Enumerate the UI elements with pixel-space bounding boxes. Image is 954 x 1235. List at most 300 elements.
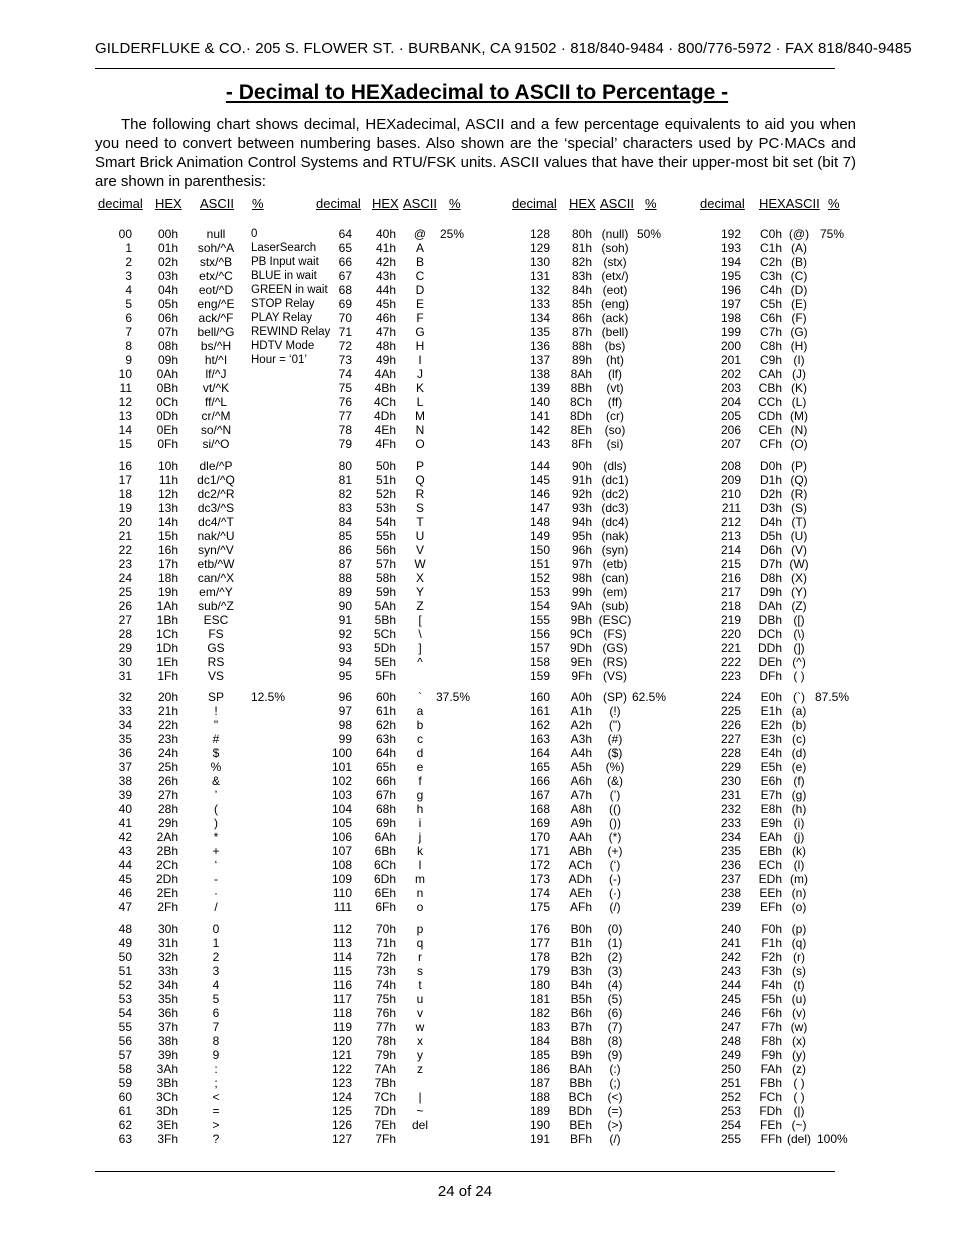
hex-cell: 78h [375,1033,396,1048]
decimal-cell: 241 [720,935,741,950]
decimal-cell: 82 [338,486,352,501]
comment-cell: GREEN in wait [251,284,328,296]
table-row [0,992,954,1006]
hex-cell: C5h [759,297,782,311]
decimal-cell: 22 [118,542,132,557]
ascii-cell: can/^X [197,570,235,585]
ascii-cell: o [416,900,424,914]
hex-cell: B5h [570,991,592,1006]
decimal-cell: 95 [338,668,352,683]
hex-cell: D5h [759,528,782,543]
hex-cell: 66h [375,774,396,788]
decimal-cell: 154 [529,598,550,613]
ascii-cell: R [415,486,425,501]
company-header: GILDERFLUKE & CO.· 205 S. FLOWER ST. · BURBANK, CA 91502 · 818/840-9484 · 800/776-5972 · FAX 818/840-9485 [95,40,912,57]
decimal-cell: 8 [125,339,132,353]
hex-cell: AEh [569,886,592,900]
ascii-cell: (L) [791,395,807,409]
ascii-cell: (g) [791,788,807,802]
decimal-cell: 20 [118,514,132,529]
hex-cell: 77h [375,1019,396,1034]
ascii-cell: / [214,900,218,914]
ascii-cell: ([) [793,612,805,627]
table-row [0,1118,954,1132]
hex-cell: C0h [759,227,782,241]
decimal-cell: 130 [529,255,550,269]
ascii-cell: Z [416,598,424,613]
ascii-cell: (8) [607,1033,623,1048]
decimal-cell: 140 [529,395,550,409]
decimal-cell: 143 [529,437,550,451]
ascii-cell: (t) [793,977,805,992]
decimal-cell: 24 [118,570,132,585]
hex-cell: FDh [759,1103,782,1118]
decimal-cell: 32 [118,690,132,704]
hex-cell: CFh [759,437,782,451]
hex-cell: 7Dh [373,1103,396,1118]
hex-cell: F5h [761,991,782,1006]
hex-cell: 54h [375,514,396,529]
hex-cell: B0h [570,921,592,936]
hex-cell: 46h [375,311,396,325]
ascii-cell: soh/^A [197,241,235,255]
decimal-cell: 83 [338,500,352,515]
decimal-cell: 47 [118,900,132,914]
hex-cell: 14h [157,514,178,529]
ascii-cell: (D) [790,283,808,297]
decimal-cell: 160 [529,690,550,704]
hex-cell: F6h [761,1005,782,1020]
ascii-cell: (O) [790,437,808,451]
hex-cell: 18h [157,570,178,585]
ascii-cell: VS [207,668,224,683]
intro-paragraph: The following chart shows decimal, HEXadecimal, ASCII and a few percentage equivalents to aid you when you need to convert between numbering bases. Also shown are the ‘special’ characters used by PC·MACs and Smart Brick Animation Control Systems and RTU/FSK units. ASCII values that have their upper-most bit set (bit 7) are shown in parenthesis: [95,116,856,190]
comment-cell: 0 [251,228,258,240]
decimal-cell: 173 [529,872,550,886]
hex-cell: E2h [760,718,782,732]
decimal-cell: 114 [332,949,352,964]
decimal-cell: 188 [529,1089,550,1104]
hex-cell: BAh [569,1061,592,1076]
decimal-cell: 64 [338,227,352,241]
ascii-cell: (bs) [604,339,626,353]
decimal-cell: 228 [720,746,741,760]
ascii-cell: bs/^H [200,339,232,353]
ascii-cell: 6 [212,1005,220,1020]
hex-cell: 28h [157,802,178,816]
percent-cell: 25% [440,227,465,241]
decimal-cell: 40 [118,802,132,816]
decimal-cell: 92 [338,626,352,641]
hex-cell: 02h [157,255,178,269]
decimal-cell: 159 [529,668,550,683]
table-row [0,641,954,655]
hex-cell: 22h [157,718,178,732]
hex-cell: 4Fh [375,437,396,451]
hex-cell: 2Ah [156,830,178,844]
hex-cell: 00h [157,227,178,241]
ascii-cell: (p) [791,921,807,936]
decimal-cell: 117 [332,991,352,1006]
decimal-cell: 245 [720,991,741,1006]
ascii-cell: (vt) [606,381,624,395]
ascii-cell: (R) [790,486,808,501]
decimal-cell: 7 [125,325,132,339]
hex-cell: 94h [571,514,592,529]
ascii-cell: (m) [790,872,808,886]
percent-cell: 87.5% [815,690,850,704]
ascii-cell: [ [418,612,422,627]
hex-cell: B9h [570,1047,592,1062]
percent-cell: 37.5% [436,690,471,704]
decimal-cell: 204 [720,395,741,409]
ascii-cell: so/^N [200,423,232,437]
table-row [0,529,954,543]
hex-cell: 52h [375,486,396,501]
hex-cell: 05h [157,297,178,311]
decimal-cell: 16 [118,458,132,473]
ascii-cell: V [415,542,424,557]
decimal-cell: 48 [118,921,132,936]
ascii-cell: b [416,718,424,732]
hex-cell: EEh [759,886,782,900]
ascii-cell: (‘) [609,858,621,872]
hex-cell: 76h [375,1005,396,1020]
decimal-cell: 15 [118,437,132,451]
decimal-cell: 175 [529,900,550,914]
ascii-cell: ? [212,1131,220,1146]
header-percent-4: % [828,196,840,211]
hex-cell: 9Ch [569,626,592,641]
ascii-cell: r [418,949,422,964]
ascii-cell: null [206,227,226,241]
decimal-cell: 203 [720,381,741,395]
ascii-cell: (·) [609,886,621,900]
ascii-cell: (o) [791,900,807,914]
hex-cell: 4Eh [374,423,396,437]
ascii-cell: RS [207,654,225,669]
decimal-cell: 216 [720,570,741,585]
ascii-cell: (etx/) [601,269,629,283]
hex-cell: E6h [760,774,782,788]
decimal-cell: 198 [720,311,741,325]
decimal-cell: 49 [118,935,132,950]
decimal-cell: 200 [720,339,741,353]
ascii-cell: (#) [607,732,623,746]
hex-cell: 1Ah [156,598,178,613]
hex-cell: 1Fh [157,668,178,683]
decimal-cell: 242 [720,949,741,964]
header-ascii-3: ASCII [600,196,634,211]
table-row [0,599,954,613]
table-row [0,543,954,557]
table-row [0,1034,954,1048]
hex-cell: E7h [760,788,782,802]
ascii-cell: etx/^C [199,269,233,283]
hex-cell: D6h [759,542,782,557]
decimal-cell: 135 [529,325,550,339]
hex-cell: A5h [570,760,592,774]
hex-cell: C7h [759,325,782,339]
decimal-cell: 151 [529,556,550,571]
decimal-cell: 66 [338,255,352,269]
hex-cell: 6Bh [374,844,396,858]
decimal-cell: 240 [720,921,741,936]
ascii-cell: a [416,704,424,718]
ascii-cell: (3) [607,963,623,978]
ascii-cell: (SP) [603,690,627,704]
ascii-cell: v [417,1005,423,1020]
decimal-cell: 103 [331,788,352,802]
table-row [0,844,954,858]
hex-cell: 62h [375,718,396,732]
hex-cell: 72h [375,949,396,964]
decimal-cell: 196 [720,283,741,297]
ascii-cell: (B) [791,255,807,269]
ascii-cell: (1) [607,935,623,950]
decimal-cell: 205 [720,409,741,423]
decimal-cell: 94 [338,654,352,669]
ascii-cell: A [415,241,424,255]
hex-cell: E4h [760,746,782,760]
ascii-cell: SP [207,690,224,704]
decimal-cell: 246 [720,1005,741,1020]
hex-cell: 7Ah [374,1061,396,1076]
table-row [0,1062,954,1076]
decimal-cell: 50 [118,949,132,964]
hex-cell: 50h [375,458,396,473]
decimal-cell: 174 [529,886,550,900]
ascii-cell: FS [208,626,224,641]
ascii-cell: (!) [609,704,621,718]
ascii-cell: (a) [791,704,807,718]
decimal-cell: 222 [720,654,741,669]
hex-cell: 84h [571,283,592,297]
ascii-cell: (4) [607,977,623,992]
ascii-cell: eng/^E [197,297,235,311]
hex-cell: BEh [569,1117,592,1132]
ascii-cell: O [415,437,425,451]
decimal-cell: 254 [720,1117,741,1132]
decimal-cell: 38 [118,774,132,788]
table-row [0,311,954,325]
decimal-cell: 129 [529,241,550,255]
decimal-cell: 142 [529,423,550,437]
hex-cell: 89h [571,353,592,367]
decimal-cell: 54 [118,1005,132,1020]
ascii-cell: k [417,844,423,858]
ascii-cell: (-) [609,872,621,886]
hex-cell: 93h [571,500,592,515]
hex-cell: AFh [569,900,592,914]
hex-cell: 0Bh [156,381,178,395]
header-hex-2: HEX [372,196,399,211]
hex-cell: 9Eh [570,654,592,669]
hex-cell: 5Dh [373,640,396,655]
ascii-cell: (K) [791,381,807,395]
hex-cell: 80h [571,227,592,241]
decimal-cell: 210 [720,486,741,501]
decimal-cell: 19 [118,500,132,515]
hex-cell: DCh [757,626,782,641]
ascii-cell: n [416,886,424,900]
ascii-cell: T [416,514,424,529]
decimal-cell: 247 [720,1019,741,1034]
ascii-cell: D [415,283,425,297]
decimal-cell: 213 [720,528,741,543]
hex-cell: 03h [157,269,178,283]
hex-cell: 29h [157,816,178,830]
decimal-cell: 100 [331,746,352,760]
table-row [0,978,954,992]
hex-cell: 63h [375,732,396,746]
ascii-cell: Y [415,584,424,599]
decimal-cell: 60 [118,1089,132,1104]
table-row [0,655,954,669]
decimal-cell: 41 [118,816,132,830]
ascii-cell: (") [608,718,622,732]
decimal-cell: 184 [529,1033,550,1048]
ascii-cell: (sub) [601,598,629,613]
hex-cell: 09h [157,353,178,367]
decimal-cell: 86 [338,542,352,557]
hex-cell: A9h [570,816,592,830]
hex-cell: A2h [570,718,592,732]
hex-cell: D7h [759,556,782,571]
decimal-cell: 115 [332,963,352,978]
ascii-cell: (Q) [790,472,808,487]
table-row [0,339,954,353]
table-row [0,487,954,501]
decimal-cell: 219 [720,612,741,627]
decimal-cell: 251 [720,1075,741,1090]
ascii-cell: (ht) [606,353,624,367]
hex-cell: C8h [759,339,782,353]
ascii-cell: (V) [791,542,807,557]
decimal-cell: 209 [720,472,741,487]
ascii-cell: (<) [607,1089,623,1104]
ascii-cell: d [416,746,424,760]
hex-cell: 3Ah [156,1061,178,1076]
ascii-cell: (nak) [601,528,629,543]
hex-cell: DAh [758,598,782,613]
ascii-cell: nak/^U [197,528,235,543]
ascii-cell: (>) [607,1117,623,1132]
decimal-cell: 157 [529,640,550,655]
ascii-cell: c [417,732,423,746]
decimal-cell: 172 [529,858,550,872]
hex-cell: 0Ah [156,367,178,381]
decimal-cell: 223 [720,668,741,683]
table-row [0,816,954,830]
ascii-cell: (RS) [602,654,628,669]
decimal-cell: 36 [118,746,132,760]
ascii-cell: syn/^V [198,542,234,557]
hex-cell: 32h [157,949,178,964]
hex-cell: 3Eh [156,1117,178,1132]
hex-cell: EBh [759,844,782,858]
hex-cell: F2h [761,949,782,964]
ascii-cell: (M) [790,409,808,423]
hex-cell: 6Dh [373,872,396,886]
ascii-cell: (T) [791,514,807,529]
hex-cell: E8h [760,802,782,816]
decimal-cell: 217 [720,584,741,599]
decimal-cell: 79 [338,437,352,451]
decimal-cell: 199 [720,325,741,339]
table-row [0,900,954,914]
decimal-cell: 52 [118,977,132,992]
decimal-cell: 12 [118,395,132,409]
ascii-cell: $ [212,746,220,760]
hex-cell: AAh [569,830,592,844]
table-row [0,732,954,746]
decimal-cell: 176 [529,921,550,936]
ascii-cell: (`) [793,690,805,704]
decimal-cell: 102 [331,774,352,788]
ascii-cell: - [214,872,218,886]
decimal-cell: 65 [338,241,352,255]
hex-cell: 74h [375,977,396,992]
decimal-cell: 110 [332,886,352,900]
decimal-cell: 30 [118,654,132,669]
ascii-cell: stx/^B [199,255,233,269]
ascii-cell: X [415,570,424,585]
hex-cell: 3Dh [155,1103,178,1118]
header-percent-1: % [252,196,264,211]
percent-cell: 62.5% [632,690,667,704]
ascii-cell: (b) [791,718,807,732]
hex-cell: 16h [157,542,178,557]
decimal-cell: 185 [529,1047,550,1062]
ascii-cell: (w) [790,1019,808,1034]
table-row [0,1020,954,1034]
decimal-cell: 78 [338,423,352,437]
decimal-cell: 70 [338,311,352,325]
decimal-cell: 220 [720,626,741,641]
decimal-cell: 244 [720,977,741,992]
decimal-cell: 243 [720,963,741,978]
ascii-cell: 8 [212,1033,220,1048]
ascii-cell: % [210,760,222,774]
hex-cell: 25h [157,760,178,774]
hex-cell: 0Dh [155,409,178,423]
table-row [0,1132,954,1146]
decimal-cell: 149 [529,528,550,543]
decimal-cell: 139 [529,381,550,395]
ascii-cell: (G) [790,325,808,339]
ascii-cell: W [414,556,426,571]
ascii-cell: ! [214,704,218,718]
decimal-cell: 87 [338,556,352,571]
table-row [0,515,954,529]
hex-cell: 56h [375,542,396,557]
table-row [0,950,954,964]
hex-cell: 71h [375,935,396,950]
ascii-cell: ht/^I [204,353,228,367]
ascii-cell: (@) [788,227,810,241]
table-row [0,1104,954,1118]
decimal-cell: 59 [118,1075,132,1090]
decimal-cell: 250 [720,1061,741,1076]
hex-cell: 4Dh [373,409,396,423]
decimal-cell: 192 [720,227,741,241]
decimal-cell: 232 [720,802,741,816]
hex-cell: 3Bh [156,1075,178,1090]
hex-cell: 9Bh [570,612,592,627]
ascii-cell: (null) [601,227,629,241]
hex-cell: F7h [761,1019,782,1034]
